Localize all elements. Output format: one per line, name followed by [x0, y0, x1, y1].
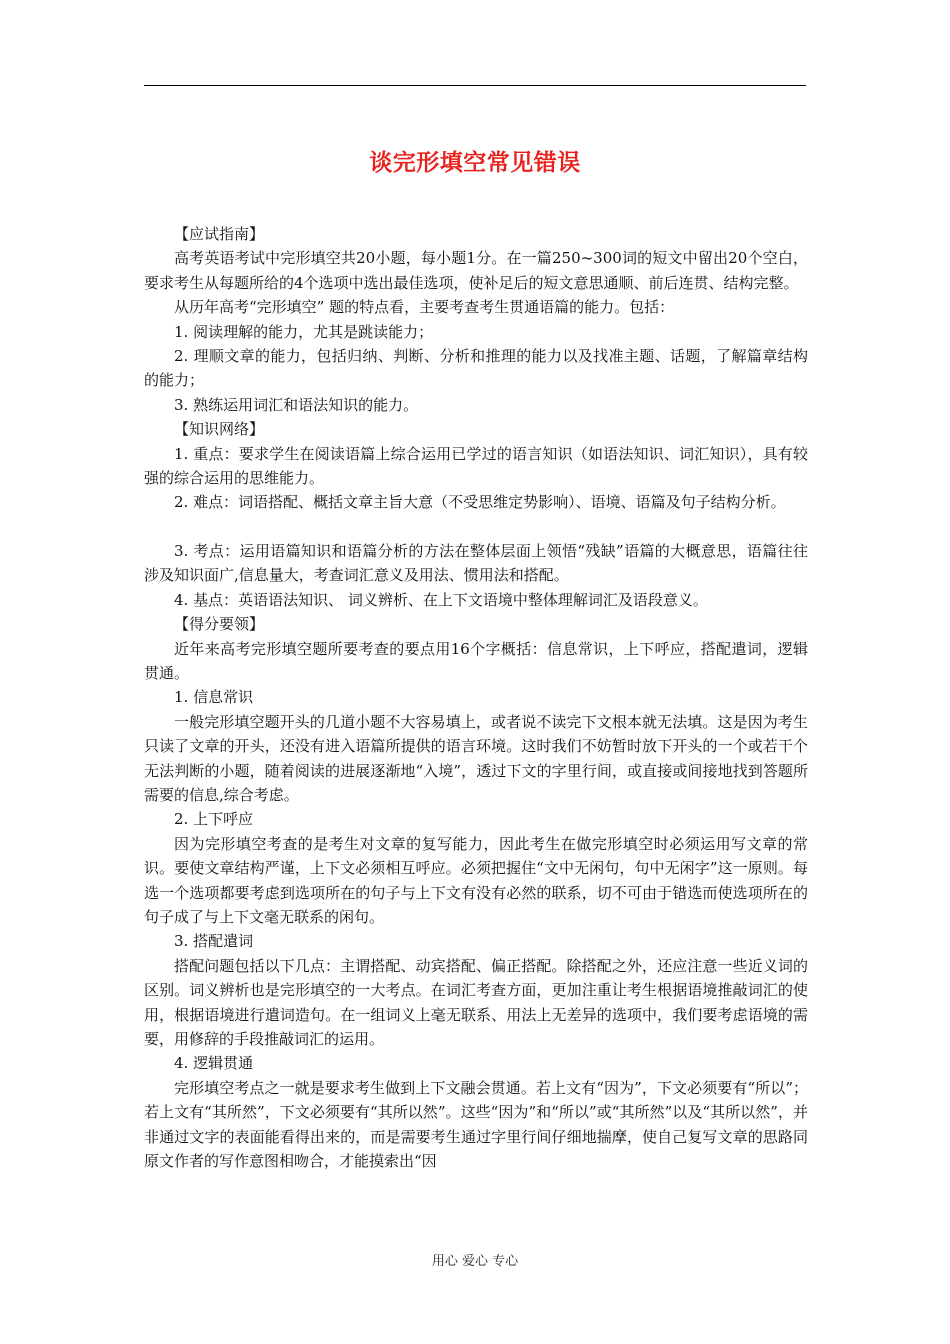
document-body: [144, 222, 808, 1173]
paragraph: 从历年高考“完形填空” 题的特点看，主要考查考生贯通语篇的能力。包括：: [174, 298, 675, 317]
list-item: 1. 重点：要求学生在阅读语篇上综合运用已学过的语言知识（如语法知识、词汇知识），具有较强的综合运用的思维能力。: [144, 444, 808, 488]
list-item: 3. 熟练运用词汇和语法知识的能力。: [174, 395, 419, 414]
page-footer: 用心 爱心 专心: [431, 1254, 519, 1269]
header-rule: [144, 85, 806, 86]
paragraph: 因为完形填空考查的是考生对文章的复写能力，因此考生在做完形填空时必须运用写文章的常识。要使文章结构严谨，上下文必须相互呼应。必须把握住“文中无闲句，句中无闲字”这一原则。每选一个选项都要考虑到选项所在的句子与上下文有没有必然的联系，切不可由于错选而使选项所在的句子成了与上下文毫无联系的闲句。: [144, 834, 808, 926]
list-item: 2. 理顺文章的能力，包括归纳、判断、分析和推理的能力以及找准主题、话题，了解篇章结构的能力；: [144, 347, 808, 390]
section-heading-scoring-essentials: 【得分要领】: [174, 615, 265, 634]
list-item: 2. 难点：词语搭配、概括文章主旨大意（不受思维定势影响）、语境、语篇及句子结构分析。: [174, 493, 786, 512]
paragraph: 搭配问题包括以下几点：主谓搭配、动宾搭配、偏正搭配。除搭配之外，还应注意一些近义词的区别。词义辨析也是完形填空的一大考点。在词汇考查方面，更加注重让考生根据语境推敲词汇的使用，根据语境进行遣词造句。在一组词义上毫无联系、用法上无差异的选项中，我们要考虑语境的需要，用修辞的手段推敲词汇的运用。: [144, 956, 808, 1048]
document-title: 谈完形填空常见错误: [369, 150, 581, 177]
list-item: 3. 考点：运用语篇知识和语篇分析的方法在整体层面上领悟“残缺”语篇的大概意思，语篇往往涉及知识面广,信息量大，考查词汇意义及用法、惯用法和搭配。: [144, 541, 808, 585]
paragraph: 高考英语考试中完形填空共20小题，每小题1分。在一篇250~300词的短文中留出20个空白，要求考生从每题所给的4个选项中选出最佳选项，使补足后的短文意思通顺、前后连贯、结构完整。: [144, 249, 808, 292]
list-item: 4. 基点：英语语法知识、 词义辨析、在上下文语境中整体理解词汇及语段意义。: [174, 590, 708, 609]
paragraph: 一般完形填空题开头的几道小题不大容易填上，或者说不读完下文根本就无法填。这是因为考生只读了文章的开头，还没有进入语篇所提供的语言环境。这时我们不妨暂时放下开头的一个或若干个无法判断的小题，随着阅读的进展逐渐地“入境”，透过下文的字里行间，或直接或间接地找到答题所需要的信息,综合考虑。: [144, 712, 808, 804]
subheading: 1. 信息常识: [174, 688, 254, 707]
subheading: 2. 上下呼应: [174, 810, 254, 829]
paragraph: 近年来高考完形填空题所要考查的要点用16个字概括：信息常识，上下呼应，搭配遣词，逻辑贯通。: [144, 639, 808, 682]
section-heading-exam-guide: 【应试指南】: [174, 225, 265, 243]
list-item: 1. 阅读理解的能力，尤其是跳读能力；: [174, 322, 434, 341]
subheading: 3. 搭配遣词: [174, 932, 254, 951]
section-heading-knowledge-network: 【知识网络】: [174, 420, 265, 439]
paragraph: 完形填空考点之一就是要求考生做到上下文融会贯通。若上文有“因为”，下文必须要有“所以”；若上文有“其所然”，下文必须要有“其所以然”。这些“因为”和“所以”或“其所然”以及“其所以然”，并非通过文字的表面能看得出来的，而是需要考生通过字里行间仔细地揣摩，使自己复写文章的思路同原文作者的写作意图相吻合，才能摸索出“因: [144, 1078, 808, 1171]
subheading: 4. 逻辑贯通: [174, 1054, 254, 1073]
